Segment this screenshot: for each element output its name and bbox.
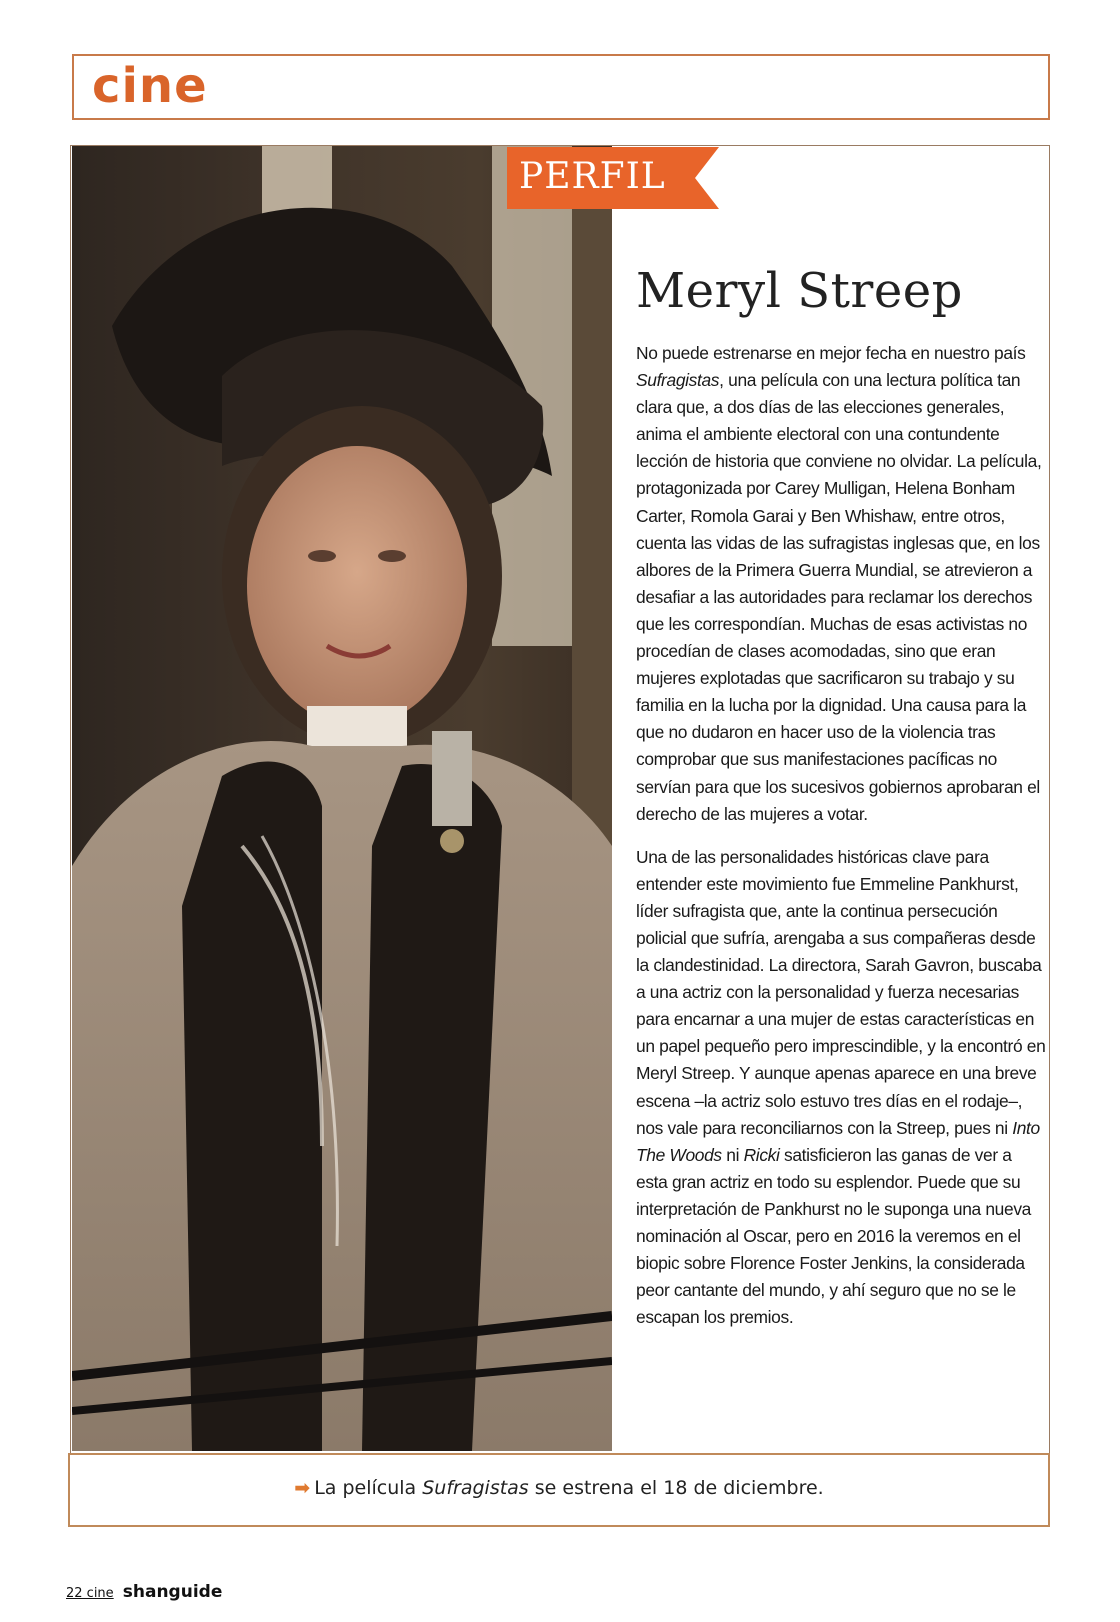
- portrait-photo: [72, 146, 612, 1451]
- paragraph-2-connector: ni: [721, 1144, 744, 1165]
- paragraph-1-text-start: No puede estrenarse en mejor fecha en nuestro país: [636, 343, 1026, 363]
- paragraph-2-film-title-2: Ricki: [743, 1144, 780, 1165]
- release-note-box: [68, 1453, 1050, 1527]
- perfil-tag: [507, 147, 719, 209]
- right-arrow-icon: ➡: [294, 1477, 311, 1499]
- paragraph-2-text-start: Una de las personalidades históricas clave para entender este movimiento fue Emmeline Pankhurst, líder sufragista que, ante la continua persecución policial que sufría, arengaba a sus compañeras desde la clandestinidad. La directora, Sarah Gavron, buscaba a una actriz con la personalidad y fuerza necesarias para encarnar a una mujer de estas características en un papel pequeño pero imprescindible, y la encontró en Meryl Streep. Y aunque apenas aparece en una breve escena –la actriz solo estuvo tres días en el rodaje–, nos vale para reconciliarnos con la Streep, pues ni: [636, 846, 1046, 1138]
- article-paragraph-2: [636, 844, 1046, 1332]
- section-title: cine: [92, 58, 208, 114]
- paragraph-1-film-title: Sufragistas: [636, 370, 720, 391]
- release-note: [70, 1477, 1048, 1499]
- paragraph-2-text-end: satisficieron las ganas de ver a esta gran actriz en todo su esplendor. Puede que su interpretación de Pankhurst no le suponga una nueva nominación al Oscar, pero en 2016 la veremos en el biopic sobre Florence Foster Jenkins, la considerada peor cantante del mundo, y ahí seguro que no se le escapan los premios.: [636, 1144, 1031, 1328]
- paragraph-2-film-title-1: Into The Woods: [636, 1117, 1040, 1165]
- release-note-film-title: Sufragistas: [422, 1477, 529, 1499]
- article-body: [636, 260, 1046, 1347]
- brand-logo: shanguide: [122, 1582, 223, 1602]
- paragraph-1-text-end: , una película con una lectura política tan clara que, a dos días de las elecciones generales, anima el ambiente electoral con una contundente lección de historia que conviene no olvidar. La película, protagonizada por Carey Mulligan, Helena Bonham Carter, Romola Garai y Ben Whishaw, entre otros, cuenta las vidas de las sufragistas inglesas que, en los albores de la Primera Guerra Mundial, se atrevieron a desafiar a las autoridades para reclamar los derechos que les correspondían. Muchas de esas activistas no procedían de clases acomodadas, sino que eran mujeres explotadas que sacrificaron su trabajo y su familia en la lucha por la dignidad. Una causa para la que no dudaron en hacer uso de la violencia tras comprobar que sus manifestaciones pacíficas no servían para que los sucesivos gobiernos aprobaran el derecho de las mujeres a votar.: [636, 370, 1042, 824]
- release-note-start: La película: [314, 1477, 423, 1499]
- perfil-label: PERFIL: [519, 156, 666, 197]
- page-footer: [66, 1582, 222, 1602]
- release-note-end: se estrena el 18 de diciembre.: [528, 1477, 824, 1499]
- article-headline: Meryl Streep: [636, 263, 963, 319]
- section-header: [72, 54, 1050, 120]
- page-number: 22 cine: [66, 1586, 114, 1601]
- article-paragraph-1: [636, 340, 1046, 828]
